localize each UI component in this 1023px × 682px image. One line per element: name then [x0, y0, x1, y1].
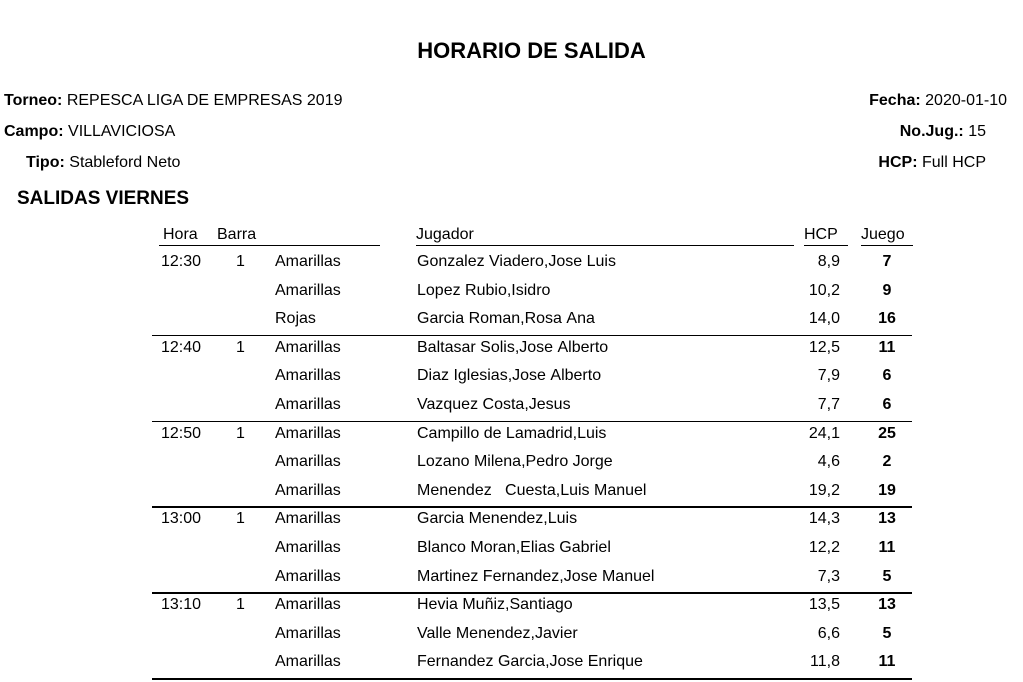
tee-barra: 1 [236, 424, 245, 442]
player-juego: 11 [878, 539, 896, 556]
torneo-value: REPESCA LIGA DE EMPRESAS 2019 [66, 92, 343, 109]
tee-time: 13:00 [161, 510, 202, 528]
player-hcp: 14,0 [808, 310, 840, 328]
header-jugador: Jugador [416, 226, 474, 243]
player-name: Lopez Rubio,Isidro [417, 281, 551, 299]
hcp-value: Full HCP [921, 154, 986, 171]
player-hcp: 14,3 [808, 510, 840, 528]
tipo-label: Tipo: [26, 154, 65, 171]
tee-time: 12:50 [161, 424, 202, 442]
tee-barra: 1 [236, 253, 245, 270]
tee-color: Amarillas [275, 453, 341, 471]
tee-time: 12:30 [161, 253, 202, 270]
player-name: Vazquez Costa,Jesus [417, 396, 571, 413]
tee-color: Amarillas [275, 567, 341, 585]
campo-row [4, 123, 175, 141]
player-name: Martinez Fernandez,Jose Manuel [417, 567, 655, 585]
group-divider [152, 678, 912, 680]
header-hora: Hora [163, 226, 198, 243]
player-hcp: 7,9 [817, 367, 840, 385]
fecha-label: Fecha: [869, 92, 921, 109]
tee-color: Amarillas [275, 539, 341, 556]
tee-color: Amarillas [275, 596, 341, 614]
header-barra: Barra [217, 226, 257, 243]
tee-color: Amarillas [275, 281, 341, 299]
player-juego: 13 [878, 510, 896, 528]
player-hcp: 19,2 [808, 481, 840, 499]
header-underline-hcp [804, 245, 848, 246]
player-hcp: 6,6 [817, 624, 840, 642]
player-name: Baltasar Solis,Jose Alberto [417, 338, 609, 356]
hcp-row [878, 154, 986, 172]
header-underline-jugador [416, 245, 794, 246]
player-juego: 11 [878, 653, 896, 671]
player-hcp: 7,3 [817, 567, 840, 585]
player-hcp: 13,5 [808, 596, 840, 614]
player-juego: 25 [878, 424, 896, 442]
tee-color: Amarillas [275, 510, 341, 528]
player-juego: 19 [878, 481, 896, 499]
header-underline-juego [861, 245, 913, 246]
tee-barra: 1 [236, 510, 245, 528]
fecha-row [869, 92, 1007, 110]
player-hcp: 12,5 [808, 338, 840, 356]
player-name: Diaz Iglesias,Jose Alberto [417, 367, 602, 385]
torneo-row [4, 92, 343, 110]
tee-color: Amarillas [275, 481, 341, 499]
player-juego: 2 [882, 453, 892, 471]
player-juego: 9 [882, 281, 892, 299]
player-name: Garcia Roman,Rosa Ana [417, 310, 595, 328]
header-hcp: HCP [804, 226, 838, 243]
campo-value: VILLAVICIOSA [68, 123, 176, 140]
nojug-label: No.Jug.: [899, 123, 964, 140]
tee-barra: 1 [236, 596, 245, 614]
page-title: HORARIO DE SALIDA [417, 38, 646, 63]
group-divider [152, 506, 912, 508]
player-hcp: 11,8 [810, 653, 840, 671]
player-juego: 16 [878, 310, 896, 328]
player-name: Blanco Moran,Elias Gabriel [417, 539, 611, 556]
tipo-row [26, 154, 180, 172]
tee-color: Rojas [275, 310, 316, 328]
nojug-row [900, 123, 986, 141]
player-juego: 7 [882, 253, 892, 270]
player-name: Menendez Cuesta,Luis Manuel [417, 481, 647, 499]
player-juego: 6 [882, 396, 892, 413]
player-hcp: 12,2 [808, 539, 840, 556]
player-name: Gonzalez Viadero,Jose Luis [417, 253, 616, 270]
header-juego: Juego [861, 226, 905, 243]
player-name: Valle Menendez,Javier [417, 624, 578, 642]
fecha-value: 2020-01-10 [925, 92, 1007, 109]
player-juego: 5 [882, 567, 892, 585]
player-hcp: 7,7 [817, 396, 840, 413]
tee-color: Amarillas [275, 396, 341, 413]
tee-time: 12:40 [161, 338, 202, 356]
tipo-value: Stableford Neto [69, 154, 181, 171]
campo-label: Campo: [4, 123, 64, 140]
tee-barra: 1 [236, 338, 245, 356]
group-divider [152, 335, 912, 337]
player-hcp: 10,2 [808, 281, 840, 299]
tee-color: Amarillas [275, 424, 341, 442]
player-name: Hevia Muñiz,Santiago [417, 596, 573, 614]
player-name: Lozano Milena,Pedro Jorge [417, 453, 613, 471]
group-divider [152, 421, 912, 423]
tee-color: Amarillas [275, 338, 341, 356]
player-name: Campillo de Lamadrid,Luis [417, 424, 607, 442]
player-juego: 11 [878, 338, 896, 356]
player-hcp: 24,1 [808, 424, 840, 442]
header-underline-left [159, 245, 380, 246]
tee-color: Amarillas [275, 367, 341, 385]
player-name: Garcia Menendez,Luis [417, 510, 578, 528]
player-hcp: 4,6 [817, 453, 840, 471]
torneo-label: Torneo: [4, 92, 63, 109]
nojug-value: 15 [968, 123, 986, 140]
player-name: Fernandez Garcia,Jose Enrique [417, 653, 643, 671]
tee-time: 13:10 [161, 596, 202, 614]
tee-color: Amarillas [275, 253, 341, 270]
group-divider [152, 592, 912, 594]
player-hcp: 8,9 [817, 253, 840, 270]
hcp-label: HCP: [878, 154, 918, 171]
player-juego: 5 [882, 624, 892, 642]
tee-color: Amarillas [275, 653, 341, 671]
player-juego: 6 [882, 367, 892, 385]
player-juego: 13 [878, 596, 896, 614]
section-title: SALIDAS VIERNES [17, 188, 190, 209]
tee-color: Amarillas [275, 624, 341, 642]
